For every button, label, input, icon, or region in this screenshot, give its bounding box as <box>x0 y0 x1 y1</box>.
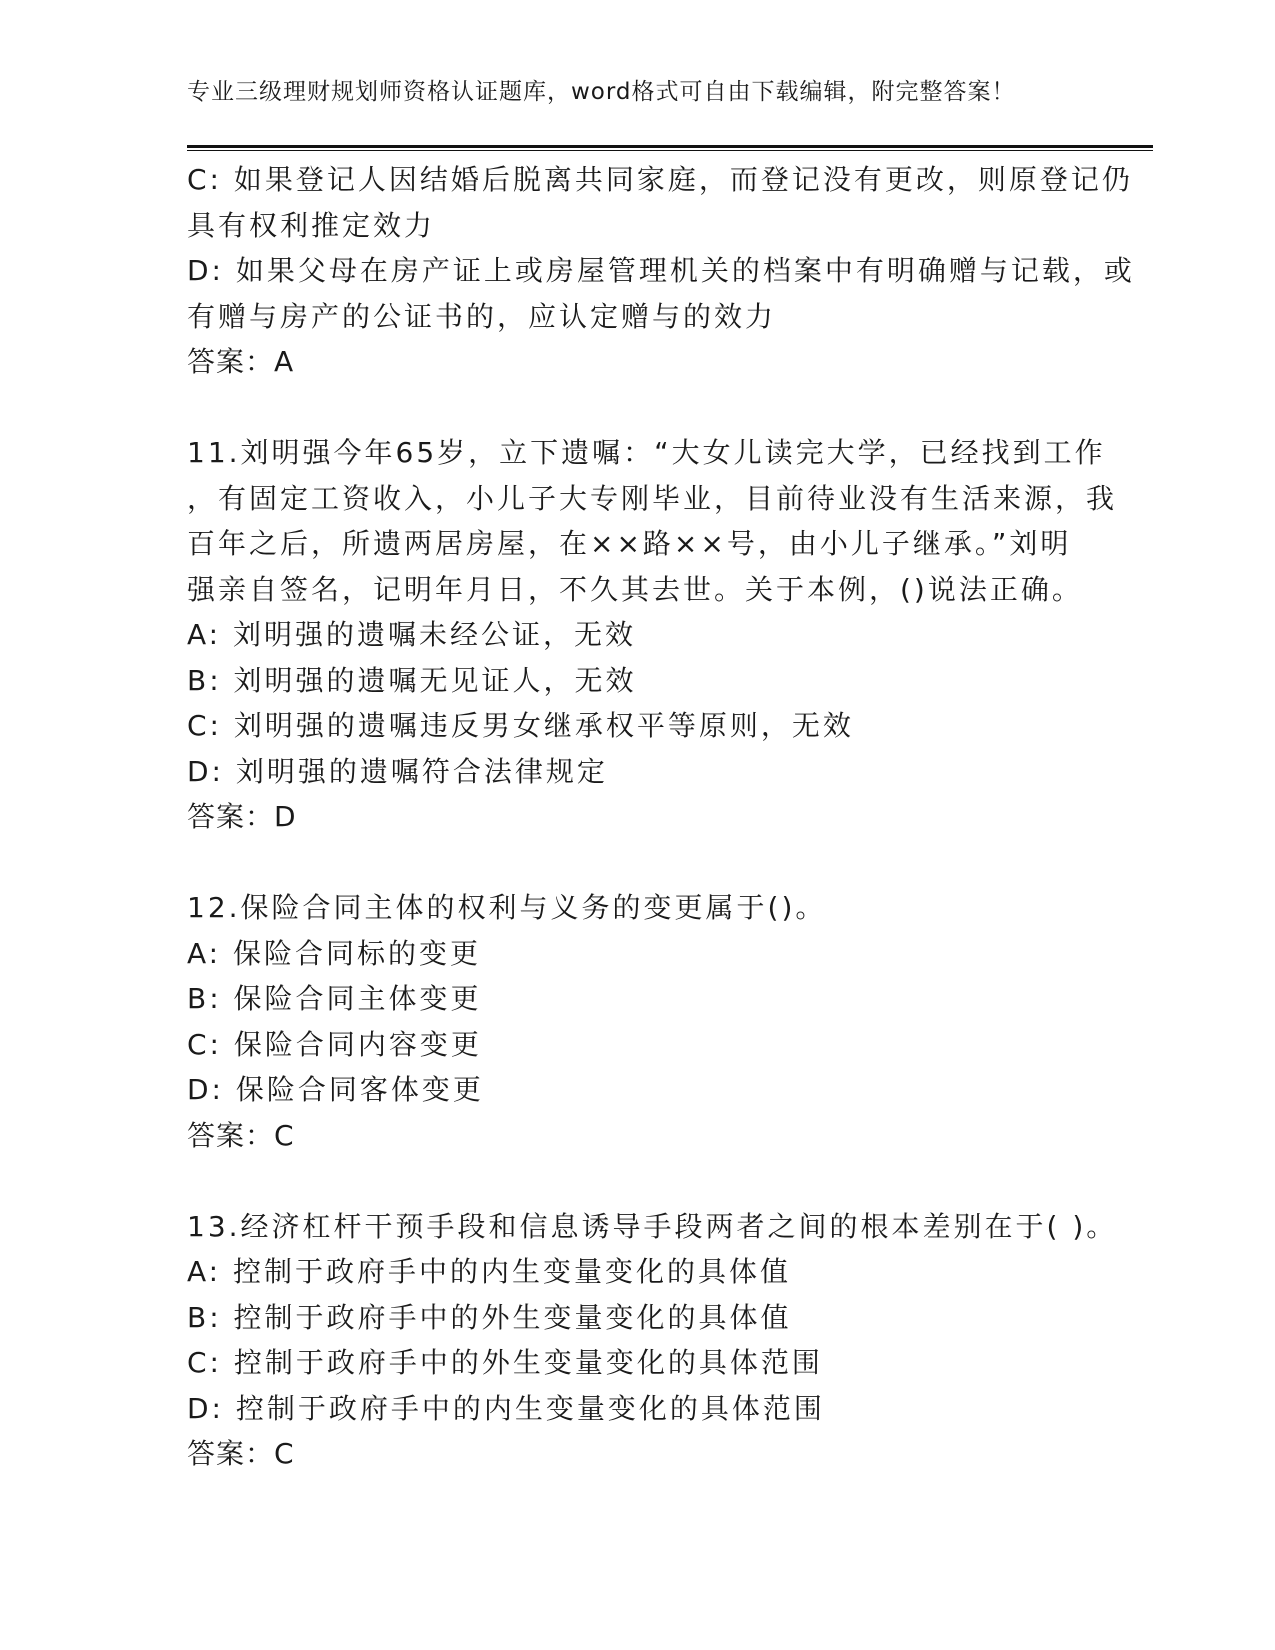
header-rule-thick <box>187 145 1153 148</box>
option-line: C: 如果登记人因结婚后脱离共同家庭，而登记没有更改，则原登记仍 <box>187 163 1133 196</box>
answer-line: 答案：C <box>187 1118 295 1152</box>
option-d: D: 刘明强的遗嘱符合法律规定 <box>187 754 608 788</box>
option-b: B: 控制于政府手中的外生变量变化的具体值 <box>187 1300 792 1334</box>
question-10 <box>187 157 1135 385</box>
question-list <box>187 157 1135 1477</box>
option-a: A: 刘明强的遗嘱未经公证，无效 <box>187 618 636 651</box>
option-line: 有赠与房产的公证书的，应认定赠与的效力 <box>187 299 777 333</box>
option-c: C: 刘明强的遗嘱违反男女继承权平等原则，无效 <box>187 709 854 742</box>
question-13 <box>187 1204 1118 1477</box>
question-stem-line: 11.刘明强今年65岁，立下遗嘱：“大女儿读完大学，已经找到工作 <box>187 436 1106 469</box>
question-stem-line: 13.经济杠杆干预手段和信息诱导手段两者之间的根本差别在于( )。 <box>187 1209 1118 1243</box>
spacer <box>187 840 1087 886</box>
option-line: 具有权利推定效力 <box>187 208 436 242</box>
spacer <box>187 1158 1087 1204</box>
question-stem-line: 强亲自签名，记明年月日，不久其去世。关于本例，()说法正确。 <box>187 572 1083 606</box>
spacer <box>187 385 1087 431</box>
option-line: D: 如果父母在房产证上或房屋管理机关的档案中有明确赠与记载，或 <box>187 254 1135 287</box>
option-c: C: 保险合同内容变更 <box>187 1027 482 1061</box>
answer-line: 答案：D <box>187 800 297 833</box>
question-stem-line: 百年之后，所遗两居房屋，在××路××号，由小儿子继承。”刘明 <box>187 527 1072 560</box>
option-a: A: 控制于政府手中的内生变量变化的具体值 <box>187 1255 791 1288</box>
page-header: 专业三级理财规划师资格认证题库，word格式可自由下载编辑，附完整答案！ <box>187 79 1016 105</box>
question-stem-line: ，有固定工资收入，小儿子大专刚毕业，目前待业没有生活来源，我 <box>187 481 1118 515</box>
question-12 <box>187 885 1087 1158</box>
question-stem-line: 12.保险合同主体的权利与义务的变更属于()。 <box>187 891 827 924</box>
option-b: B: 刘明强的遗嘱无见证人，无效 <box>187 663 637 697</box>
answer-line: 答案：A <box>187 345 295 378</box>
option-b: B: 保险合同主体变更 <box>187 982 482 1015</box>
option-a: A: 保险合同标的变更 <box>187 936 481 970</box>
question-11 <box>187 430 1118 840</box>
option-c: C: 控制于政府手中的外生变量变化的具体范围 <box>187 1346 823 1379</box>
option-d: D: 控制于政府手中的内生变量变化的具体范围 <box>187 1391 825 1425</box>
option-d: D: 保险合同客体变更 <box>187 1073 484 1106</box>
answer-line: 答案：C <box>187 1437 295 1470</box>
header-rule-thin <box>187 150 1153 151</box>
